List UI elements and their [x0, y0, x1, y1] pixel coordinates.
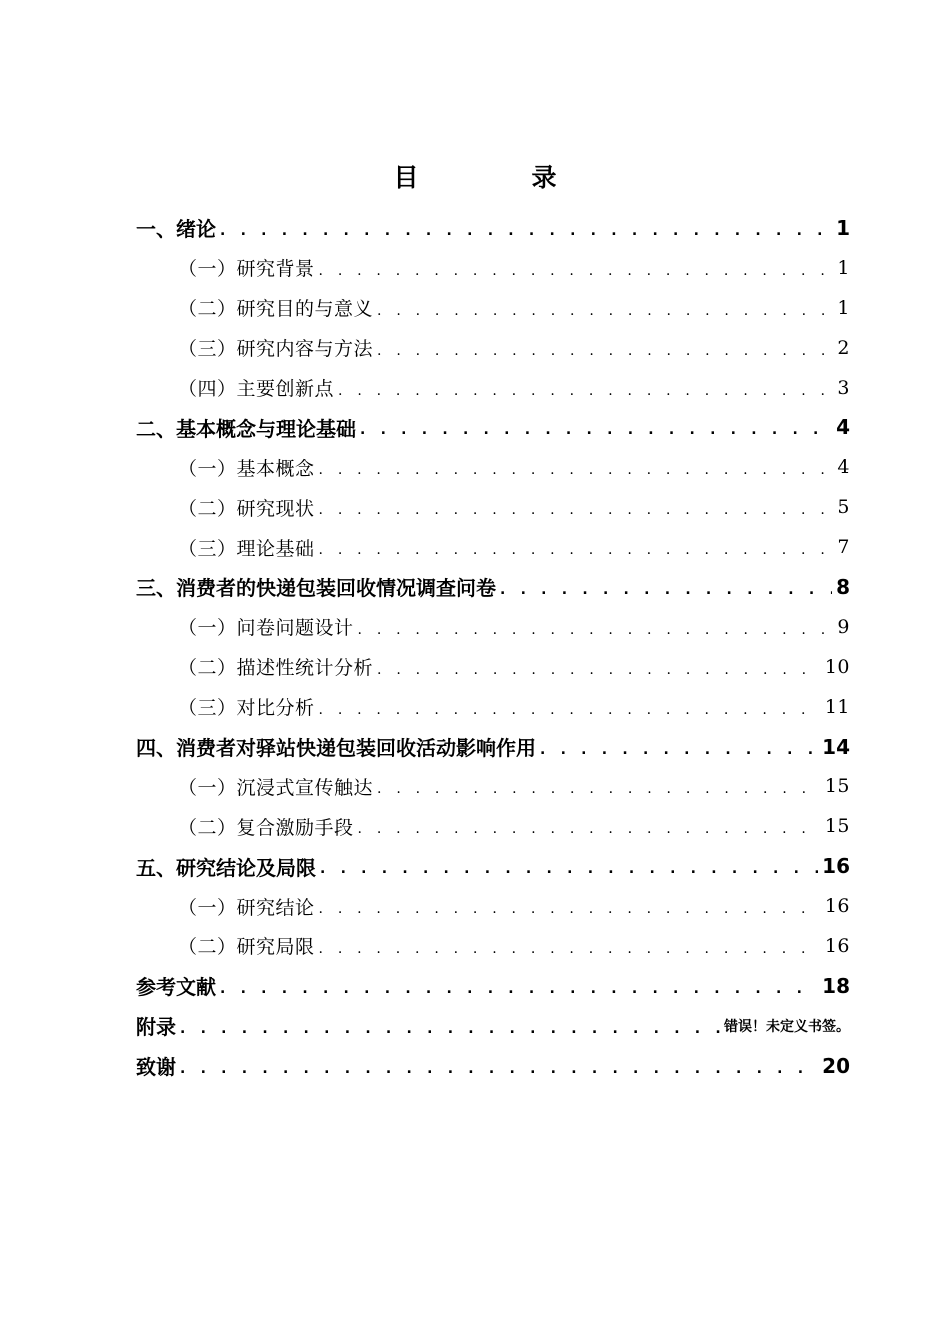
- dot-leader: [319, 942, 821, 956]
- toc-page-number: 1: [837, 296, 850, 319]
- dot-leader: [377, 782, 821, 796]
- toc-entry-label: （三）对比分析: [178, 697, 315, 720]
- toc-section-entry[interactable]: [136, 766, 850, 806]
- toc-page-number: 错误！未定义书签。: [724, 1018, 850, 1035]
- toc-page-number: 11: [824, 695, 850, 718]
- toc-entry-label: 五、研究结论及局限: [136, 855, 316, 880]
- dot-leader: [319, 543, 834, 557]
- toc-entry-label: （二）研究目的与意义: [178, 298, 374, 321]
- toc-section-entry[interactable]: [136, 328, 850, 368]
- toc-section-entry[interactable]: [136, 647, 850, 687]
- toc-section-entry[interactable]: [136, 288, 850, 328]
- dot-leader: [180, 1062, 818, 1076]
- toc-entry-label: 一、绪论: [136, 217, 216, 242]
- toc-entry-label: 四、消费者对驿站快递包装回收活动影响作用: [136, 736, 536, 761]
- toc-page-number: 14: [822, 734, 850, 759]
- dot-leader: [358, 623, 834, 637]
- dot-leader: [220, 224, 832, 238]
- toc-entry-label: 二、基本概念与理论基础: [136, 416, 356, 441]
- toc-entry-label: （三）研究内容与方法: [178, 338, 374, 361]
- toc-entry-label: （一）沉浸式宣传触达: [178, 776, 374, 799]
- toc-page-number: 15: [824, 775, 850, 798]
- table-of-contents: [136, 208, 850, 1086]
- toc-entry-label: （一）问卷问题设计: [178, 617, 354, 640]
- dot-leader: [358, 822, 821, 836]
- page-title: 目 录: [393, 163, 601, 192]
- toc-entry-label: （一）研究背景: [178, 258, 315, 281]
- toc-chapter-entry[interactable]: [136, 966, 850, 1006]
- toc-page-number: 8: [836, 574, 850, 599]
- toc-page-number: 16: [824, 895, 850, 918]
- toc-entry-label: （四）主要创新点: [178, 378, 335, 400]
- toc-section-entry[interactable]: [136, 926, 850, 966]
- toc-section-entry[interactable]: [136, 886, 850, 926]
- dot-leader: [540, 743, 818, 757]
- toc-chapter-entry[interactable]: [136, 846, 850, 886]
- toc-chapter-entry[interactable]: [136, 208, 850, 248]
- toc-entry-label: （一）研究结论: [178, 896, 315, 919]
- dot-leader: [320, 862, 818, 876]
- dot-leader: [338, 384, 833, 398]
- toc-page-number: 20: [822, 1053, 850, 1078]
- toc-page-number: 7: [837, 536, 850, 559]
- dot-leader: [377, 304, 833, 318]
- toc-page-number: 15: [824, 815, 850, 838]
- toc-page-number: 9: [837, 615, 850, 638]
- dot-leader: [377, 344, 833, 358]
- toc-section-entry[interactable]: [136, 487, 850, 527]
- toc-section-entry[interactable]: [136, 368, 850, 408]
- toc-chapter-entry[interactable]: [136, 1006, 850, 1046]
- toc-page-number: 1: [836, 215, 850, 240]
- dot-leader: [319, 703, 821, 717]
- toc-section-entry[interactable]: [136, 607, 850, 647]
- toc-page-number: 4: [836, 415, 850, 440]
- toc-entry-label: 附录: [136, 1015, 176, 1040]
- toc-page-number: 1: [837, 256, 850, 279]
- toc-entry-label: （二）研究局限: [178, 936, 315, 959]
- toc-chapter-entry[interactable]: [136, 727, 850, 767]
- toc-entry-label: （二）描述性统计分析: [178, 657, 374, 680]
- toc-page-number: 2: [837, 336, 850, 359]
- toc-page-number: 10: [824, 655, 850, 678]
- dot-leader: [500, 583, 832, 597]
- dot-leader: [360, 423, 832, 437]
- dot-leader: [377, 663, 821, 677]
- toc-entry-label: 三、消费者的快递包装回收情况调查问卷: [136, 576, 496, 601]
- dot-leader: [220, 982, 818, 996]
- toc-chapter-entry[interactable]: [136, 407, 850, 447]
- dot-leader: [180, 1022, 720, 1036]
- toc-section-entry[interactable]: [136, 447, 850, 487]
- toc-page-number: 16: [822, 854, 850, 879]
- toc-entry-label: （一）基本概念: [178, 457, 315, 480]
- toc-entry-label: （二）研究现状: [178, 497, 315, 520]
- toc-entry-label: （二）复合激励手段: [178, 816, 354, 839]
- toc-entry-label: 致谢: [136, 1055, 176, 1080]
- toc-section-entry[interactable]: [136, 687, 850, 727]
- toc-page-number: 18: [822, 973, 850, 998]
- toc-page-number: 5: [837, 496, 850, 519]
- toc-page-number: 3: [837, 376, 850, 399]
- toc-section-entry[interactable]: [136, 527, 850, 567]
- toc-entry-label: （三）理论基础: [178, 537, 315, 560]
- dot-leader: [319, 463, 834, 477]
- toc-page-number: 16: [824, 934, 850, 957]
- toc-section-entry[interactable]: [136, 248, 850, 288]
- toc-chapter-entry[interactable]: [136, 567, 850, 607]
- toc-page-number: 4: [837, 456, 850, 479]
- toc-chapter-entry[interactable]: [136, 1046, 850, 1086]
- toc-entry-label: 参考文献: [136, 975, 216, 1000]
- dot-leader: [319, 264, 834, 278]
- dot-leader: [319, 902, 821, 916]
- dot-leader: [319, 503, 834, 517]
- toc-section-entry[interactable]: [136, 806, 850, 846]
